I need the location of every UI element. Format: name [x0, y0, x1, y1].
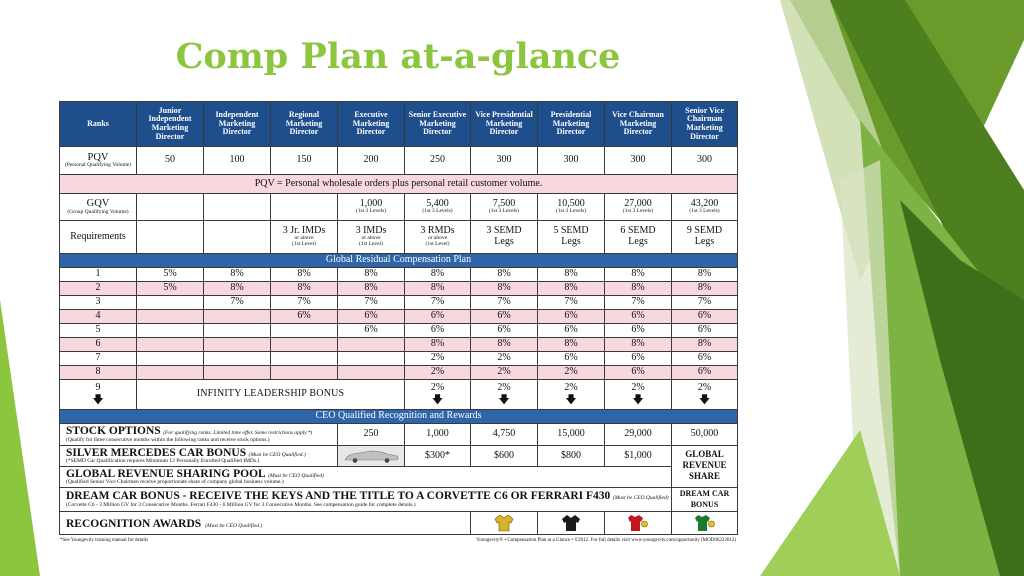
green-jacket-icon: [695, 514, 715, 532]
silver-mercedes-label: SILVER MERCEDES CAR BONUS (Must be CEO Qualified.) (*SEMD Car Qualification requires Minimum 12 Personally Enrolled Qualified IMDs.): [60, 446, 338, 467]
silver-value: $600: [471, 446, 538, 467]
pqv-value: 200: [338, 147, 405, 175]
comp-plan-table: [59, 101, 738, 535]
requirement-value: 3 Jr. IMDs or above (1st Level): [271, 221, 338, 254]
silver-value: $800: [538, 446, 605, 467]
requirement-value: 9 SEMD Legs: [672, 221, 738, 254]
down-arrow-icon: 🡇: [565, 393, 577, 406]
gqv-value: 1,000 (1st 3 Levels): [338, 194, 405, 221]
stock-value: 29,000: [605, 424, 672, 446]
header-col: Executive Marketing Director: [338, 102, 405, 147]
infinity-label: INFINITY LEADERSHIP BONUS: [137, 380, 405, 410]
stock-value: 250: [338, 424, 405, 446]
level-row: 7 2% 2% 6% 6% 6%: [60, 352, 738, 366]
pqv-value: 300: [605, 147, 672, 175]
recognition-label: RECOGNITION AWARDS (Must be CEO Qualified.): [60, 512, 471, 535]
table-footer: [59, 537, 737, 547]
pqv-label-cell: [60, 147, 137, 175]
silver-car-icon: [341, 448, 401, 464]
stock-value: 15,000: [538, 424, 605, 446]
level-row: 4 6% 6% 6% 6% 6% 6% 6%: [60, 310, 738, 324]
level-row: 6 8% 8% 8% 8% 8%: [60, 338, 738, 352]
level-row: 2 5% 8% 8% 8% 8% 8% 8% 8% 8%: [60, 282, 738, 296]
requirement-value: 3 SEMD Legs: [471, 221, 538, 254]
gqv-label: GQV: [86, 198, 110, 210]
pqv-value: 300: [672, 147, 738, 175]
stock-options-row: [60, 424, 738, 446]
level-row: 8 2% 2% 2% 6% 6%: [60, 366, 738, 380]
dream-car-row: [60, 488, 738, 512]
silver-mercedes-row: [60, 446, 738, 467]
award-green-jacket: [672, 512, 738, 535]
down-arrow-icon: 🡇: [498, 393, 510, 406]
header-row: [60, 102, 738, 147]
ceo-band: [60, 410, 738, 424]
pqv-value: 250: [405, 147, 471, 175]
stock-value: 1,000: [405, 424, 471, 446]
pqv-value: 300: [471, 147, 538, 175]
pqv-value: 300: [538, 147, 605, 175]
pqv-row: [60, 147, 738, 175]
slide-title: Comp Plan at-a-glance: [175, 36, 621, 77]
stock-options-label: STOCK OPTIONS (For qualifying ranks. Limited time offer. Some restrictions apply.*) (Qualify for three consecutive months within the following ranks and receive stock options.): [60, 424, 338, 446]
requirement-value: 6 SEMD Legs: [605, 221, 672, 254]
level-row: 1 5% 8% 8% 8% 8% 8% 8% 8% 8%: [60, 268, 738, 282]
infinity-row: [60, 380, 738, 410]
dream-car-label: DREAM CAR BONUS - RECEIVE THE KEYS AND THE TITLE TO A CORVETTE C6 OR FERRARI F430 (Must be CEO Qualified) (Corvette C6 - 3 Million GV for 3 Consecutive Months. Ferrari F430 - 6 Million GV for 3 Consecutive Months. See compensation guide for complete details.): [60, 488, 672, 512]
gold-jacket-icon: [494, 514, 514, 532]
header-col: Independent Marketing Director: [204, 102, 271, 147]
footer-left-note: *See Youngevity training manual for details: [60, 538, 149, 543]
silver-value: $300*: [405, 446, 471, 467]
gqv-row: [60, 194, 738, 221]
gqv-value: [137, 194, 204, 221]
header-col: Senior Executive Marketing Director: [405, 102, 471, 147]
gqv-value: 7,500 (1st 3 Levels): [471, 194, 538, 221]
residual-title: Global Residual Compensation Plan: [60, 254, 738, 268]
stock-value: 4,750: [471, 424, 538, 446]
down-arrow-icon: 🡇: [632, 393, 644, 406]
requirement-value: 3 RMDs or above (1st Level): [405, 221, 471, 254]
down-arrow-icon: 🡇: [698, 393, 711, 406]
pqv-value: 50: [137, 147, 204, 175]
silver-value: $1,000: [605, 446, 672, 467]
dream-car-box: DREAM CAR BONUS: [672, 488, 738, 512]
header-col: Senior Vice Chairman Marketing Director: [672, 102, 738, 147]
pqv-value: 100: [204, 147, 271, 175]
ceo-title: CEO Qualified Recognition and Rewards: [60, 410, 738, 424]
level-row: 3 7% 7% 7% 7% 7% 7% 7% 7%: [60, 296, 738, 310]
infinity-value: 2% 🡇: [538, 380, 605, 410]
black-jacket-icon: [561, 514, 581, 532]
gqv-value: 43,200 (1st 3 Levels): [672, 194, 738, 221]
header-col: Regional Marketing Director: [271, 102, 338, 147]
stock-value: 50,000: [672, 424, 738, 446]
award-black-jacket: [538, 512, 605, 535]
global-revenue-share-box: GLOBAL REVENUE SHARE: [672, 446, 738, 488]
residual-band: [60, 254, 738, 268]
header-col: Vice Chairman Marketing Director: [605, 102, 672, 147]
infinity-level: 9 🡇: [60, 380, 137, 410]
infinity-value: 2% 🡇: [605, 380, 672, 410]
header-col: Vice Presidential Marketing Director: [471, 102, 538, 147]
gqv-value: [271, 194, 338, 221]
global-revenue-label: GLOBAL REVENUE SHARING POOL (Must be CEO Qualified) (Qualified Senior Vice Chairmen receive proportionate share of company global business volume.): [60, 467, 672, 488]
gqv-value: [204, 194, 271, 221]
deco-shape-left: [0, 300, 40, 576]
pqv-value: 150: [271, 147, 338, 175]
gqv-sub: (Group Qualifying Volume): [67, 208, 129, 215]
award-red-jacket: [605, 512, 672, 535]
level-row: 5 6% 6% 6% 6% 6% 6%: [60, 324, 738, 338]
header-col: Presidential Marketing Director: [538, 102, 605, 147]
global-revenue-row: [60, 467, 738, 488]
down-arrow-icon: 🡇: [431, 393, 444, 406]
down-arrow-icon: 🡇: [92, 393, 104, 406]
requirement-value: 3 IMDs or above (1st Level): [338, 221, 405, 254]
header-ranks: Ranks: [60, 102, 137, 147]
comp-plan-table-sheet: [59, 101, 737, 547]
pqv-label: PQV: [87, 151, 109, 163]
red-jacket-icon: [628, 514, 648, 532]
footer-right-note: Youngevity® • Compensation Plan at a Glance • ©2012. For full details visit www.youngevity.com/opportunity (MOD06222012): [476, 538, 736, 543]
requirement-value: [204, 221, 271, 254]
infinity-value: 2% 🡇: [471, 380, 538, 410]
gqv-value: 10,500 (1st 3 Levels): [538, 194, 605, 221]
gqv-label-cell: [60, 194, 137, 221]
award-gold-jacket: [471, 512, 538, 535]
requirements-row: [60, 221, 738, 254]
silver-car-image: [338, 446, 405, 467]
requirements-label: Requirements: [60, 221, 137, 254]
header-col: Junior Independent Marketing Director: [137, 102, 204, 147]
pqv-note: PQV = Personal wholesale orders plus personal retail customer volume.: [60, 175, 738, 194]
gqv-value: 27,000 (1st 3 Levels): [605, 194, 672, 221]
gqv-value: 5,400 (1st 3 Levels): [405, 194, 471, 221]
pqv-sub: (Personal Qualifying Volume): [64, 162, 132, 169]
requirement-value: 5 SEMD Legs: [538, 221, 605, 254]
infinity-value: 2% 🡇: [405, 380, 471, 410]
recognition-row: [60, 512, 738, 535]
requirement-value: [137, 221, 204, 254]
pqv-note-row: [60, 175, 738, 194]
infinity-value: 2% 🡇: [672, 380, 738, 410]
